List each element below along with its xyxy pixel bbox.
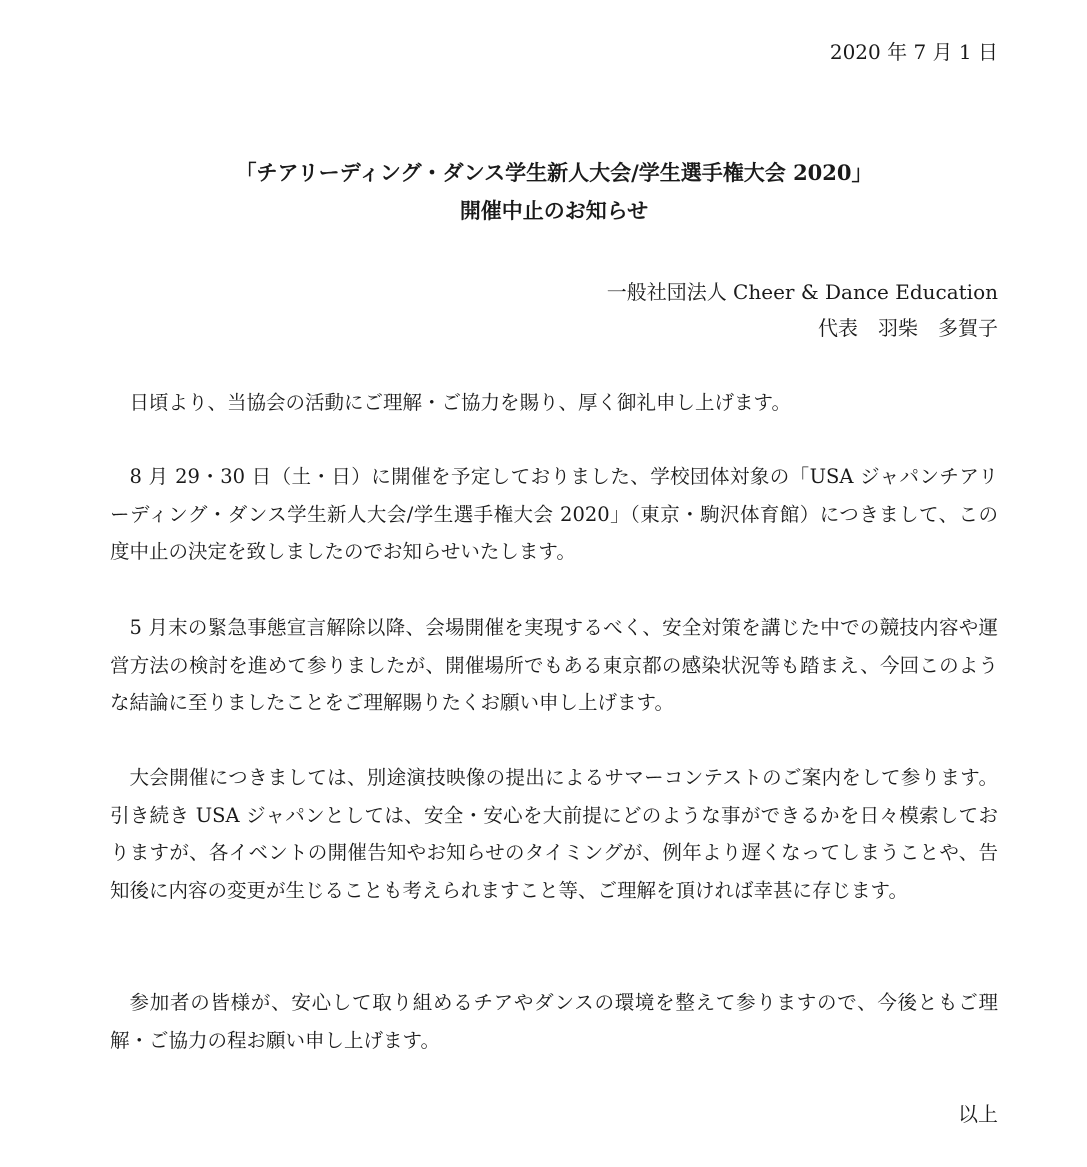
paragraph-greeting: 日頃より、当協会の活動にご理解・ご協力を賜り、厚く御礼申し上げます。: [129, 391, 791, 414]
representative-name: 代表 羽柴 多賀子: [818, 316, 998, 340]
organization-name: 一般社団法人 Cheer & Dance Education: [606, 280, 998, 304]
paragraph-closing-request: 参加者の皆様が、安心して取り組めるチアやダンスの環境を整えて参りますので、今後ともご理解・ご協力の程お願い申し上げます。: [110, 991, 998, 1052]
closing-mark: 以上: [958, 1102, 998, 1126]
paragraph-summer-contest: 大会開催につきましては、別途演技映像の提出によるサマーコンテストのご案内をして参ります。引き続き USA ジャパンとしては、安全・安心を大前提にどのような事ができるかを日々模索しておりますが、各イベントの開催告知やお知らせのタイミングが、例年より遅くなってしまうことや、告知後に内容の変更が生じることも考えられますこと等、ご理解を頂ければ幸甚に存じます。: [110, 766, 998, 902]
document-title: [110, 154, 998, 230]
title-line-1: 「チアリーディング・ダンス学生新人大会/学生選手権大会 2020」: [235, 160, 873, 185]
notice-document: [110, 0, 998, 1167]
issuer-block: [607, 274, 998, 346]
paragraph-reason: 5 月末の緊急事態宣言解除以降、会場開催を実現するべく、安全対策を講じた中での競技内容や運営方法の検討を進めて参りましたが、開催場所でもある東京都の感染状況等も踏まえ、今回このような結論に至りましたことをご理解賜りたくお願い申し上げます。: [110, 616, 998, 714]
paragraph-cancellation: 8 月 29・30 日（土・日）に開催を予定しておりました、学校団体対象の「USA ジャパンチアリーディング・ダンス学生新人大会/学生選手権大会 2020」（東京・駒沢体育館）につきまして、この度中止の決定を致しましたのでお知らせいたします。: [110, 465, 998, 563]
document-date: 2020 年 7 月 1 日: [829, 40, 998, 64]
title-line-2: 開催中止のお知らせ: [459, 198, 649, 223]
